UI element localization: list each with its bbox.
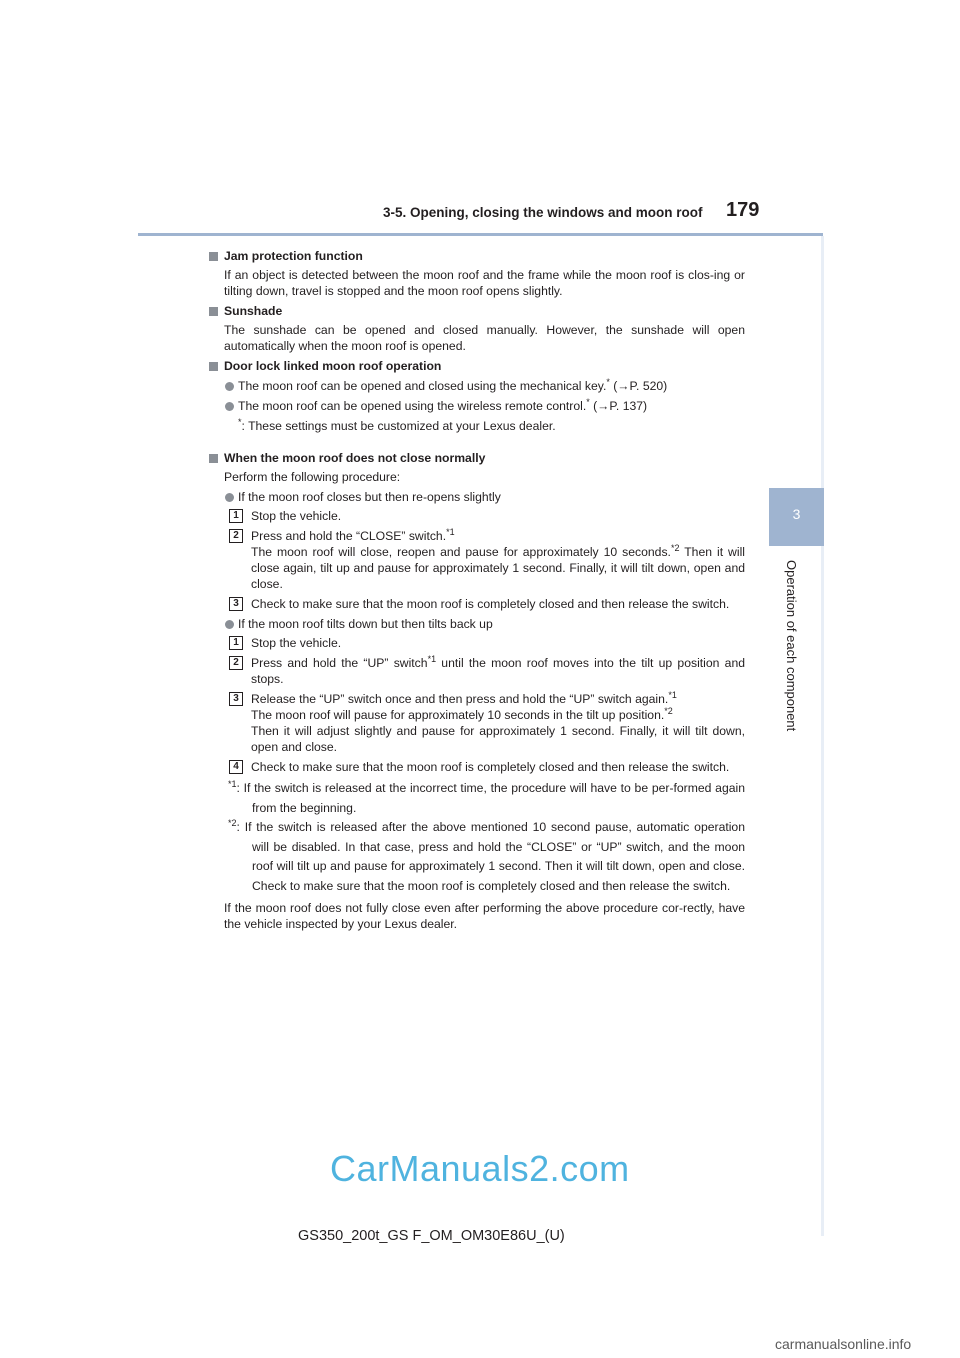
step-number: 3 [229,597,243,611]
page-number: 179 [726,199,760,221]
chapter-number: 3 [792,506,801,522]
section-square-icon [209,362,218,371]
bullet-dot-icon [225,620,234,629]
bullet-dot-icon [225,402,234,411]
step-number: 3 [229,692,243,706]
section-sunshade [208,303,745,354]
step-number: 2 [229,529,243,543]
bullet-dot-icon [225,382,234,391]
closing-paragraph: If the moon roof does not fully close even after performing the above procedure cor-rectly, have the vehicle inspected by your Lexus dealer. [224,901,745,931]
section-square-icon [209,307,218,316]
list-item: The moon roof can be opened and closed using the mechanical key.* (→P. 520) [208,378,745,394]
page-reference-link[interactable]: (→P. 520) [613,379,668,393]
section-heading: Sunshade [224,304,283,318]
chapter-title: Operation of each component [784,560,799,732]
section-not-close [208,450,745,932]
section-jam-protection [208,248,745,299]
step-number: 4 [229,760,243,774]
footnote: $^{*2}$: If the switch is released after the above mentioned 10 second pause, automatic operation will be disabled. In that case, press and hold the “CLOSE” or “UP” switch, and the moon roof will tilt up and pause for approximately 1 second. Then it will tilt down, open and close. Check to make sure that the moon roof is completely closed and then release the switch. [228,818,745,893]
section-heading: Door lock linked moon roof operation [224,359,442,373]
step-number: 1 [229,509,243,523]
section-heading: When the moon roof does not close normally [224,451,486,465]
section-square-icon [209,454,218,463]
paragraph: The sunshade can be opened and closed manually. However, the sunshade will open automatically when the moon roof is opened. [224,323,745,353]
section-heading: Jam protection function [224,249,363,263]
step-number: 2 [229,656,243,670]
document-code: GS350_200t_GS F_OM_OM30E86U_(U) [298,1228,565,1244]
step-item: 1 Stop the vehicle. [208,508,745,524]
step-item: 2 Press and hold the “CLOSE” switch.$^{*1}$ The moon roof will close, reopen and pause for approximately 10 seconds.$^{*2}$ Then it will close again, tilt up and pause for approximately 1 second. Finally, it will tilt down, open and close. [208,528,745,592]
chapter-tab [769,488,824,546]
footnote: *: These settings must be customized at your Lexus dealer. [238,417,556,433]
step-item: 1 Stop the vehicle. [208,635,745,651]
list-item: If the moon roof closes but then re-opens slightly [208,489,745,505]
section-square-icon [209,252,218,261]
side-band [821,236,824,1236]
page-content [208,244,745,935]
step-item: 4 Check to make sure that the moon roof is completely closed and then release the switch. [208,759,745,775]
paragraph: If an object is detected between the moon roof and the frame while the moon roof is clos-ing or tilting down, travel is stopped and the moon roof opens slightly. [224,268,745,298]
list-item: If the moon roof tilts down but then tilts back up [208,616,745,632]
footnote: $^{*1}$: If the switch is released at the incorrect time, the procedure will have to be per-formed again from the beginning. [228,779,745,815]
page-reference-link[interactable]: (→P. 137) [593,399,648,413]
header-divider [138,233,823,236]
step-number: 1 [229,636,243,650]
step-item: 3 Release the “UP” switch once and then press and hold the “UP” switch again.$^{*1}$ The moon roof will pause for approximately 10 seconds in the tilt up position.$^{*2}$ Then it will adjust slightly and pause for approximately 1 second. Finally, it will tilt down, open and close. [208,691,745,755]
bullet-dot-icon [225,493,234,502]
corner-watermark: carmanualsonline.info [775,1336,912,1352]
section-door-lock [208,358,745,434]
watermark-logo: CarManuals2.com [330,1148,630,1189]
paragraph: Perform the following procedure: [224,470,401,484]
step-item: 3 Check to make sure that the moon roof is completely closed and then release the switch. [208,596,745,612]
list-item: The moon roof can be opened using the wireless remote control.* (→P. 137) [208,398,745,414]
step-item: 2 Press and hold the “UP” switch$^{*1}$ until the moon roof moves into the tilt up position and stops. [208,655,745,687]
section-header-title: 3-5. Opening, closing the windows and moon roof [383,205,703,220]
